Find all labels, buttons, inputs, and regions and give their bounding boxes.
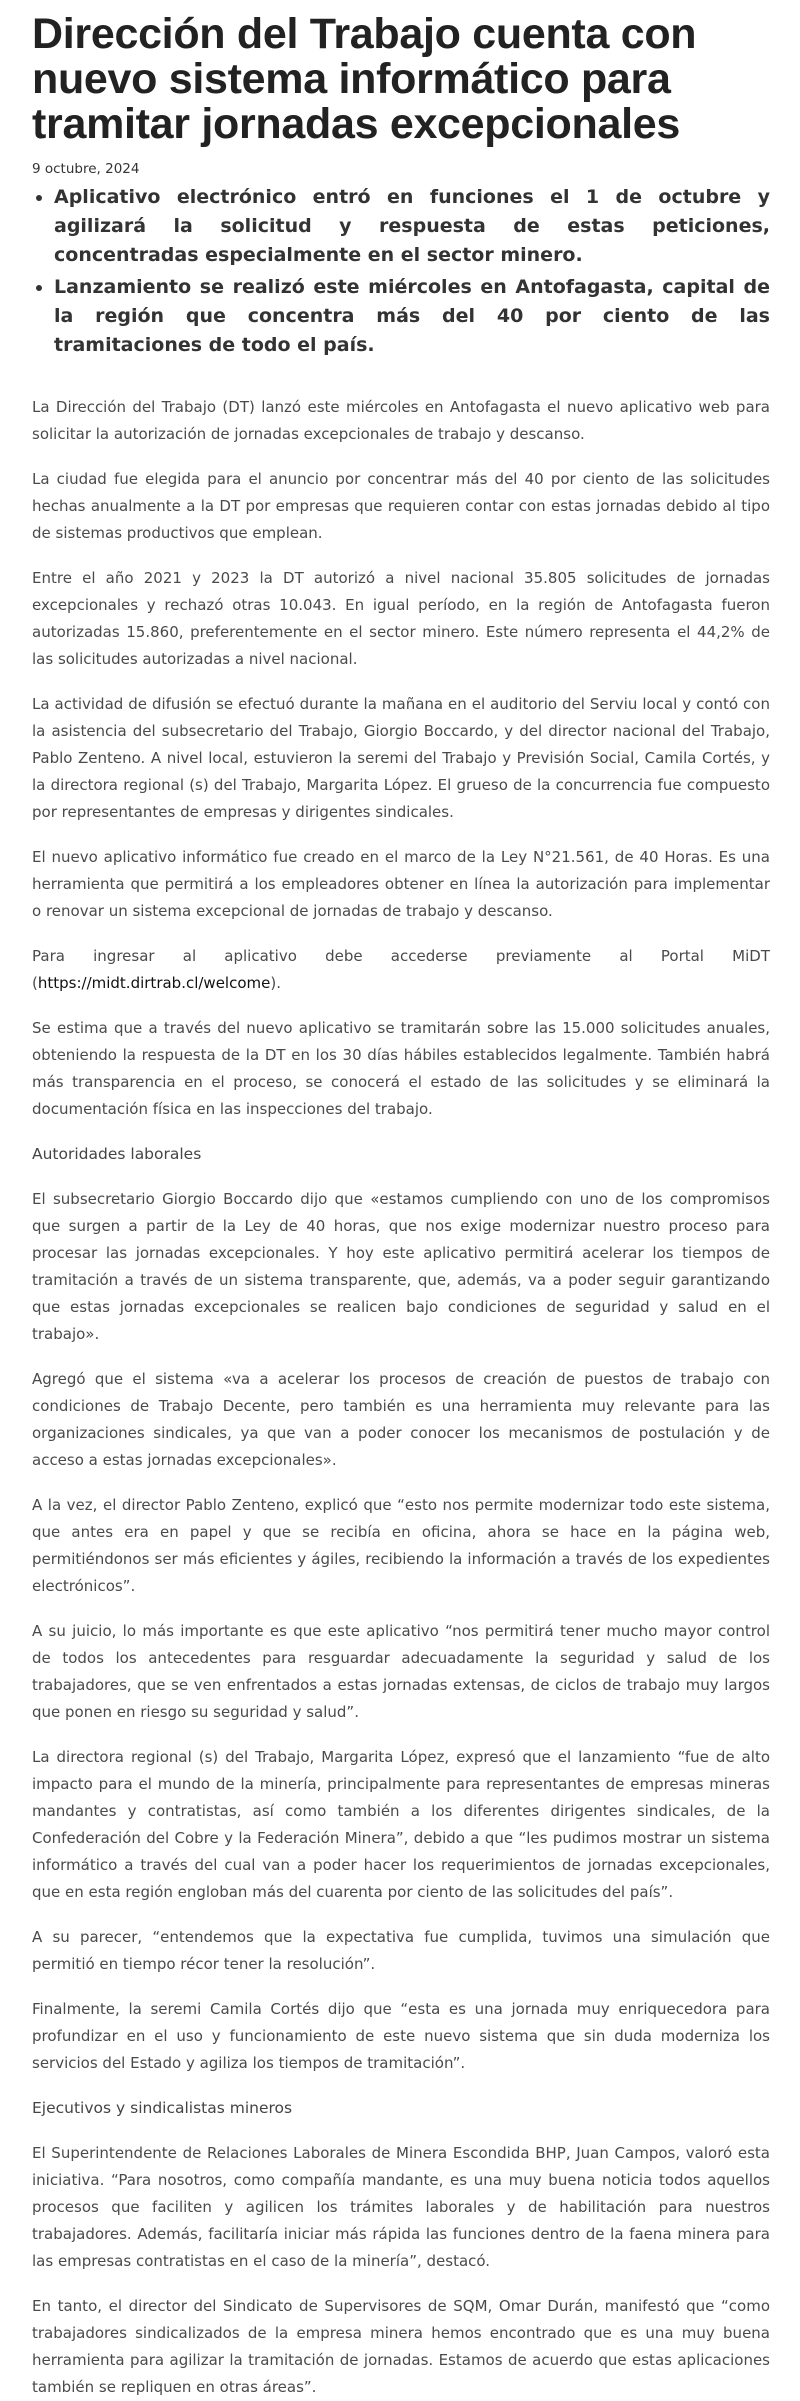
portal-text-before: Para ingresar al aplicativo debe accederse previamente al Portal MiDT ( xyxy=(32,947,770,992)
highlight-item: • Aplicativo electrónico entró en funciones el 1 de octubre y agilizará la solicitud y respuesta de estas peticiones, concentradas especialmente en el sector minero. xyxy=(54,183,770,270)
section-heading-autoridades: Autoridades laborales xyxy=(32,1145,202,1163)
highlight-item: • Lanzamiento se realizó este miércoles en Antofagasta, capital de la región que concentra más del 40 por ciento de las tramitaciones de todo el país. xyxy=(54,273,770,360)
body-paragraph: Se estima que a través del nuevo aplicativo se tramitarán sobre las 15.000 solicitudes anuales, obteniendo la respuesta de la DT en los 30 días hábiles establecidos legalmente. También habrá más transparencia en el proceso, se conocerá el estado de las solicitudes y se eliminará la documentación física en las inspecciones del trabajo. xyxy=(32,1019,770,1118)
body-paragraph: A la vez, el director Pablo Zenteno, explicó que “esto nos permite modernizar todo este sistema, que antes era en papel y que se recibía en oficina, ahora se hace en la página web, permitiéndonos ser más eficientes y ágiles, recibiendo la información a través de los expedientes electrónicos”. xyxy=(32,1496,770,1595)
body-paragraph: La directora regional (s) del Trabajo, Margarita López, expresó que el lanzamiento “fue de alto impacto para el mundo de la minería, principalmente para representantes de empresas mineras mandantes y contratistas, así como también a los diferentes dirigentes sindicales, de la Confederación del Cobre y la Federación Minera”, debido a que “les pudimos mostrar un sistema informático a través del cual van a poder hacer los requerimientos de jornadas excepcionales, que en esta región engloban más del cuarenta por ciento de las solicitudes del país”. xyxy=(32,1748,770,1901)
body-paragraph: La ciudad fue elegida para el anuncio por concentrar más del 40 por ciento de las solicitudes hechas anualmente a la DT por empresas que requieren contar con estas jornadas debido al tipo de sistemas productivos que emplean. xyxy=(32,470,770,542)
portal-text-after: ). xyxy=(270,974,281,992)
section-heading-ejecutivos: Ejecutivos y sindicalistas mineros xyxy=(32,2099,293,2117)
body-paragraph: El subsecretario Giorgio Boccardo dijo que «estamos cumpliendo con uno de los compromisos que surgen a partir de la Ley de 40 horas, que nos exige modernizar nuestro proceso para procesar las jornadas excepcionales. Y hoy este aplicativo permitirá acelerar los tiempos de tramitación a través de un sistema transparente, que, además, va a poder seguir garantizando que estas jornadas excepcionales se realicen bajo condiciones de seguridad y salud en el trabajo». xyxy=(32,1190,770,1343)
highlights-list xyxy=(32,183,770,360)
body-paragraph: A su juicio, lo más importante es que este aplicativo “nos permitirá tener mucho mayor control de todos los antecedentes para resguardar adecuadamente la seguridad y salud de los trabajadores, que se ven enfrentados a estas jornadas extensas, de ciclos de trabajo muy largos que ponen en riesgo su seguridad y salud”. xyxy=(32,1622,770,1721)
body-paragraph: A su parecer, “entendemos que la expectativa fue cumplida, tuvimos una simulación que permitió en tiempo récor tener la resolución”. xyxy=(32,1928,770,1973)
body-paragraph: La actividad de difusión se efectuó durante la mañana en el auditorio del Serviu local y contó con la asistencia del subsecretario del Trabajo, Giorgio Boccardo, y del director nacional del Trabajo, Pablo Zenteno. A nivel local, estuvieron la seremi del Trabajo y Previsión Social, Camila Cortés, y la directora regional (s) del Trabajo, Margarita López. El grueso de la concurrencia fue compuesto por representantes de empresas y dirigentes sindicales. xyxy=(32,695,770,821)
body-paragraph: Finalmente, la seremi Camila Cortés dijo que “esta es una jornada muy enriquecedora para profundizar en el uso y funcionamiento de este nuevo sistema que sin duda moderniza los servicios del Estado y agiliza los tiempos de tramitación”. xyxy=(32,2000,770,2072)
body-paragraph: El nuevo aplicativo informático fue creado en el marco de la Ley N°21.561, de 40 Horas. Es una herramienta que permitirá a los empleadores obtener en línea la autorización para implementar o renovar un sistema excepcional de jornadas de trabajo y descanso. xyxy=(32,848,770,920)
publish-date: 9 octubre, 2024 xyxy=(32,161,140,177)
body-paragraph: En tanto, el director del Sindicato de Supervisores de SQM, Omar Durán, manifestó que “como trabajadores sindicalizados de la empresa minera hemos encontrado que es una muy buena herramienta para agilizar la tramitación de jornadas. Estamos de acuerdo que estas aplicaciones también se repliquen en otras áreas”. xyxy=(32,2297,770,2396)
article-title: Dirección del Trabajo cuenta con nuevo sistema informático para tramitar jornadas excepcionales xyxy=(32,10,697,148)
body-paragraph: Agregó que el sistema «va a acelerar los procesos de creación de puestos de trabajo con condiciones de Trabajo Decente, pero también es una herramienta muy relevante para las organizaciones sindicales, ya que van a poder conocer los mecanismos de postulación y de acceso a estas jornadas excepcionales». xyxy=(32,1370,770,1469)
portal-midt-link[interactable]: https://midt.dirtrab.cl/welcome xyxy=(37,974,271,992)
body-paragraph: El Superintendente de Relaciones Laborales de Minera Escondida BHP, Juan Campos, valoró esta iniciativa. “Para nosotros, como compañía mandante, es una muy buena noticia todos aquellos procesos que faciliten y agilicen los trámites laborales y de habilitación para nuestros trabajadores. Además, facilitaría iniciar más rápida las funciones dentro de la faena minera para las empresas contratistas en el caso de la minería”, destacó. xyxy=(32,2144,770,2270)
body-paragraph: La Dirección del Trabajo (DT) lanzó este miércoles en Antofagasta el nuevo aplicativo web para solicitar la autorización de jornadas excepcionales de trabajo y descanso. xyxy=(32,398,770,443)
body-paragraph: Entre el año 2021 y 2023 la DT autorizó a nivel nacional 35.805 solicitudes de jornadas excepcionales y rechazó otras 10.043. En igual período, en la región de Antofagasta fueron autorizadas 15.860, preferentemente en el sector minero. Este número representa el 44,2% de las solicitudes autorizadas a nivel nacional. xyxy=(32,569,770,668)
body-paragraph-portal xyxy=(32,943,770,997)
